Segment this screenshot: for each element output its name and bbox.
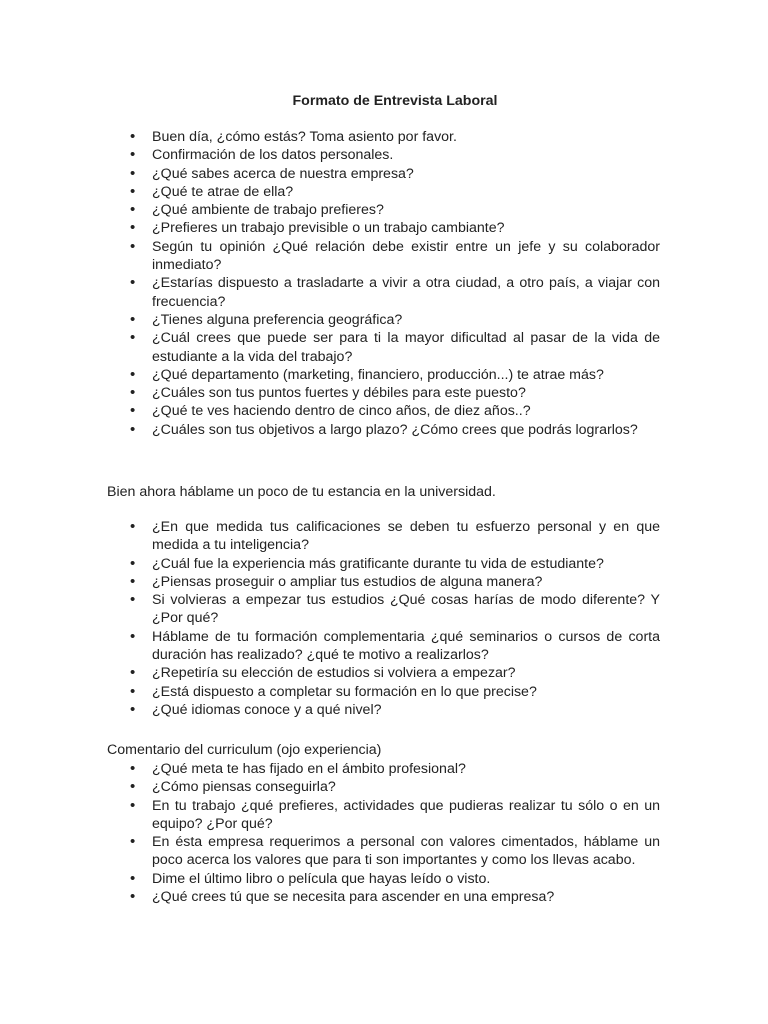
list-item: • ¿Qué te ves haciendo dentro de cinco años, de diez años..? bbox=[152, 402, 660, 420]
list-item: • Buen día, ¿cómo estás? Toma asiento por favor. bbox=[152, 128, 660, 146]
list-item: • ¿Qué meta te has fijado en el ámbito profesional? bbox=[152, 760, 660, 778]
question-list-university bbox=[152, 518, 660, 719]
list-item: • ¿Cuáles son tus puntos fuertes y débiles para este puesto? bbox=[152, 384, 660, 402]
list-item: • ¿Cuál fue la experiencia más gratificante durante tu vida de estudiante? bbox=[152, 555, 660, 573]
list-item: • ¿Estarías dispuesto a trasladarte a vivir a otra ciudad, a otro país, a viajar con frecuencia? bbox=[152, 274, 660, 311]
list-item: • ¿Prefieres un trabajo previsible o un trabajo cambiante? bbox=[152, 219, 660, 237]
list-item: • ¿Está dispuesto a completar su formación en lo que precise? bbox=[152, 683, 660, 701]
list-item: • ¿Qué crees tú que se necesita para ascender en una empresa? bbox=[152, 888, 660, 906]
list-item: • ¿Qué ambiente de trabajo prefieres? bbox=[152, 201, 660, 219]
list-item: • Háblame de tu formación complementaria ¿qué seminarios o cursos de corta duración has realizado? ¿qué te motivo a realizarlos? bbox=[152, 628, 660, 665]
list-item: • En tu trabajo ¿qué prefieres, actividades que pudieras realizar tu sólo o en un equipo? ¿Por qué? bbox=[152, 797, 660, 834]
list-item: • ¿Qué departamento (marketing, financiero, producción...) te atrae más? bbox=[152, 366, 660, 384]
section-intro-curriculum: Comentario del curriculum (ojo experiencia) bbox=[107, 742, 382, 758]
list-item: • Dime el último libro o película que hayas leído o visto. bbox=[152, 870, 660, 888]
list-item: • ¿Cómo piensas conseguirla? bbox=[152, 778, 660, 796]
list-item: • En ésta empresa requerimos a personal con valores cimentados, háblame un poco acerca los valores que para ti son importantes y como los llevas acabo. bbox=[152, 833, 660, 870]
question-list-curriculum bbox=[152, 760, 660, 906]
list-item: • ¿Cuáles son tus objetivos a largo plazo? ¿Cómo crees que podrás lograrlos? bbox=[152, 421, 660, 439]
list-item: • Según tu opinión ¿Qué relación debe existir entre un jefe y su colaborador inmediato? bbox=[152, 238, 660, 275]
list-item: • ¿En que medida tus calificaciones se deben tu esfuerzo personal y en que medida a tu inteligencia? bbox=[152, 518, 660, 555]
document-title: Formato de Entrevista Laboral bbox=[292, 93, 498, 109]
question-list-general bbox=[152, 128, 660, 439]
list-item: • ¿Repetiría su elección de estudios si volviera a empezar? bbox=[152, 664, 660, 682]
list-item: • ¿Qué idiomas conoce y a qué nivel? bbox=[152, 701, 660, 719]
list-item: • ¿Cuál crees que puede ser para ti la mayor dificultad al pasar de la vida de estudiante a la vida del trabajo? bbox=[152, 329, 660, 366]
list-item: • ¿Qué sabes acerca de nuestra empresa? bbox=[152, 165, 660, 183]
list-item: • ¿Tienes alguna preferencia geográfica? bbox=[152, 311, 660, 329]
list-item: • Confirmación de los datos personales. bbox=[152, 146, 660, 164]
list-item: • Si volvieras a empezar tus estudios ¿Qué cosas harías de modo diferente? Y ¿Por qué? bbox=[152, 591, 660, 628]
section-intro-university: Bien ahora háblame un poco de tu estancia en la universidad. bbox=[107, 484, 496, 500]
list-item: • ¿Qué te atrae de ella? bbox=[152, 183, 660, 201]
list-item: • ¿Piensas proseguir o ampliar tus estudios de alguna manera? bbox=[152, 573, 660, 591]
